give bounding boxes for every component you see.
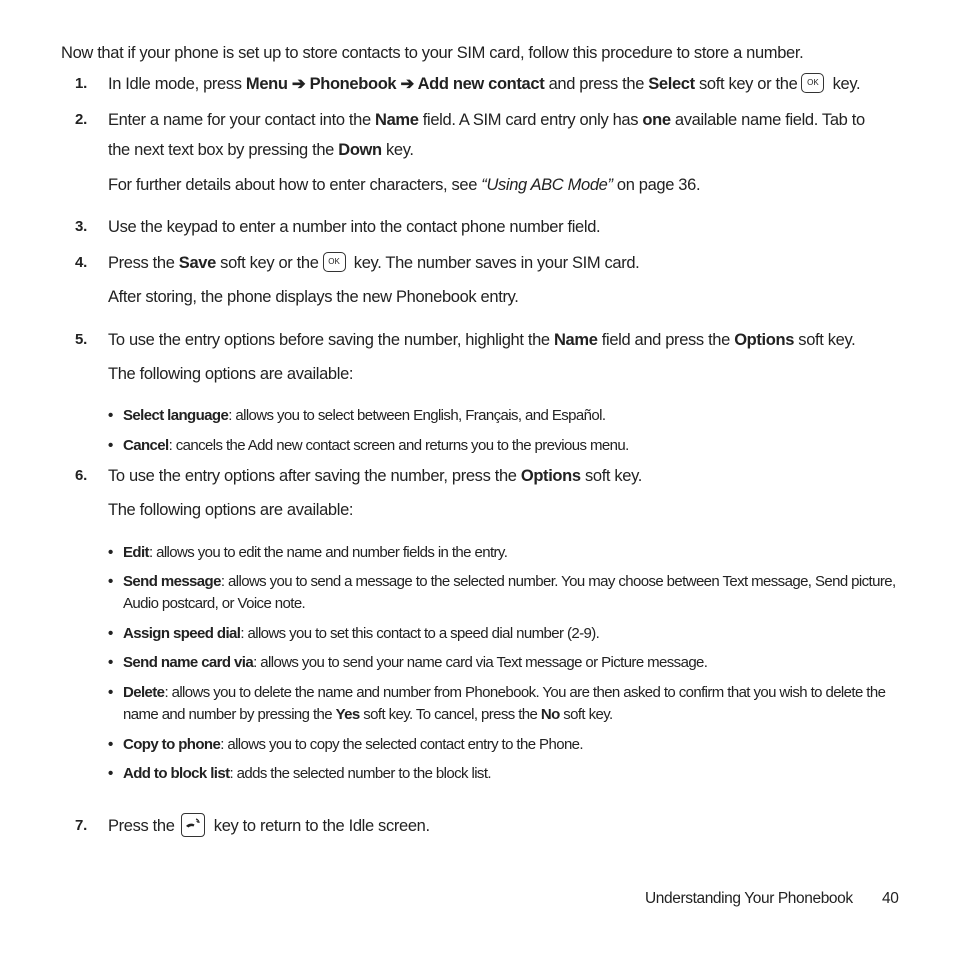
text: Press the: [108, 254, 179, 272]
no-label: No: [540, 706, 560, 723]
bullet-icon: •: [108, 625, 113, 642]
option-description: soft key.: [559, 706, 613, 723]
option-term: Cancel: [123, 437, 169, 454]
text: soft key or the: [694, 75, 798, 93]
text: the next text box by pressing the: [108, 141, 339, 159]
list-item: [108, 734, 908, 756]
ok-key-icon: OK: [801, 73, 824, 93]
list-item: [108, 623, 908, 645]
menu-label: Menu: [245, 75, 288, 93]
option-description: : allows you to delete the name and number from Phonebook. You are then asked to confirm that you wish to delete the name and number by pressing the: [123, 684, 886, 723]
text: field. A SIM card entry only has: [418, 111, 643, 129]
text: soft key.: [580, 467, 643, 485]
down-label: Down: [338, 141, 382, 159]
name-label: Name: [375, 111, 419, 129]
option-term: Select language: [123, 407, 229, 424]
step-6-note: The following options are available:: [108, 501, 354, 519]
save-label: Save: [178, 254, 216, 272]
step-2-number: 2.: [75, 111, 88, 128]
step-5-note: The following options are available:: [108, 365, 354, 383]
text: and press the: [544, 75, 649, 93]
bullet-icon: •: [108, 544, 113, 561]
text: key. The number saves in your SIM card.: [349, 254, 640, 272]
yes-label: Yes: [335, 706, 360, 723]
option-description: : allows you to select between English, Français, and Español.: [228, 407, 606, 424]
abc-mode-reference[interactable]: “Using ABC Mode”: [481, 176, 613, 194]
end-call-key-icon: [181, 813, 205, 837]
option-term: Send name card via: [123, 654, 254, 671]
option-description: : cancels the Add new contact screen and returns you to the previous menu.: [168, 437, 629, 454]
ok-key-icon: OK: [323, 252, 346, 272]
bullet-icon: •: [108, 437, 113, 454]
text: on page 36.: [612, 176, 701, 194]
name-label: Name: [553, 331, 598, 349]
option-description: : allows you to copy the selected contact entry to the Phone.: [220, 736, 583, 753]
list-item: [108, 405, 908, 427]
step-3-text: Use the keypad to enter a number into the contact phone number field.: [108, 218, 601, 236]
bullet-icon: •: [108, 736, 113, 753]
text: available name field. Tab to: [670, 111, 865, 129]
option-description: soft key. To cancel, press the: [359, 706, 541, 723]
footer-section-title: Understanding Your Phonebook: [645, 890, 853, 907]
list-item: [108, 652, 908, 674]
step-2-line-1: [108, 105, 865, 135]
option-description: : allows you to edit the name and number fields in the entry.: [148, 544, 508, 561]
text: soft key or the: [215, 254, 319, 272]
text: To use the entry options before saving the number, highlight the: [108, 331, 554, 349]
text: To use the entry options after saving the number, press the: [108, 467, 521, 485]
step-6-text: [108, 461, 642, 491]
one-label: one: [642, 111, 671, 129]
step-2-line-2: [108, 135, 414, 165]
options-label: Options: [734, 331, 795, 349]
option-term: Assign speed dial: [123, 625, 241, 642]
page-number: 40: [882, 890, 899, 907]
step-4-number: 4.: [75, 254, 88, 271]
option-term: Delete: [123, 684, 165, 701]
option-description: : allows you to set this contact to a speed dial number (2-9).: [240, 625, 600, 642]
list-item: [108, 763, 908, 785]
phonebook-label: Phonebook: [309, 75, 397, 93]
text: soft key.: [794, 331, 856, 349]
step-4-note: After storing, the phone displays the new Phonebook entry.: [108, 288, 519, 306]
options-label: Options: [520, 467, 581, 485]
option-description: : allows you to send a message to the selected number. You may choose between Text message, Send picture, Audio postcard, or Voice note.: [123, 573, 896, 612]
select-label: Select: [648, 75, 695, 93]
list-item: [108, 682, 908, 726]
bullet-icon: •: [108, 654, 113, 671]
text: For further details about how to enter characters, see: [108, 176, 482, 194]
option-term: Send message: [123, 573, 221, 590]
step-5-text: [108, 325, 855, 355]
arrow: ➔: [396, 75, 418, 93]
text: key.: [828, 75, 861, 93]
step-1-text: [108, 69, 860, 99]
step-4-text: [108, 248, 639, 278]
step-7-text: [108, 811, 430, 841]
option-term: Add to block list: [123, 765, 230, 782]
text: Press the: [108, 817, 175, 835]
bullet-icon: •: [108, 573, 113, 590]
intro-paragraph: Now that if your phone is set up to store contacts to your SIM card, follow this procedure to store a number.: [61, 44, 804, 62]
option-description: : adds the selected number to the block list.: [229, 765, 491, 782]
text: key.: [381, 141, 414, 159]
step-7-number: 7.: [75, 817, 88, 834]
list-item: [108, 542, 908, 564]
text: key to return to the Idle screen.: [209, 817, 430, 835]
step-5-number: 5.: [75, 331, 88, 348]
option-description: : allows you to send your name card via Text message or Picture message.: [253, 654, 708, 671]
bullet-icon: •: [108, 765, 113, 782]
step-6-number: 6.: [75, 467, 88, 484]
text: In Idle mode, press: [108, 75, 246, 93]
step-1-number: 1.: [75, 75, 88, 92]
option-term: Edit: [123, 544, 149, 561]
step-2-note: [108, 176, 700, 195]
list-item: [108, 435, 908, 457]
option-term: Copy to phone: [123, 736, 221, 753]
add-new-contact-label: Add new contact: [417, 75, 545, 93]
text: field and press the: [597, 331, 735, 349]
bullet-icon: •: [108, 684, 113, 701]
bullet-icon: •: [108, 407, 113, 424]
arrow: ➔: [287, 75, 310, 93]
text: Enter a name for your contact into the: [108, 111, 376, 129]
list-item: [108, 571, 908, 615]
step-3-number: 3.: [75, 218, 88, 235]
